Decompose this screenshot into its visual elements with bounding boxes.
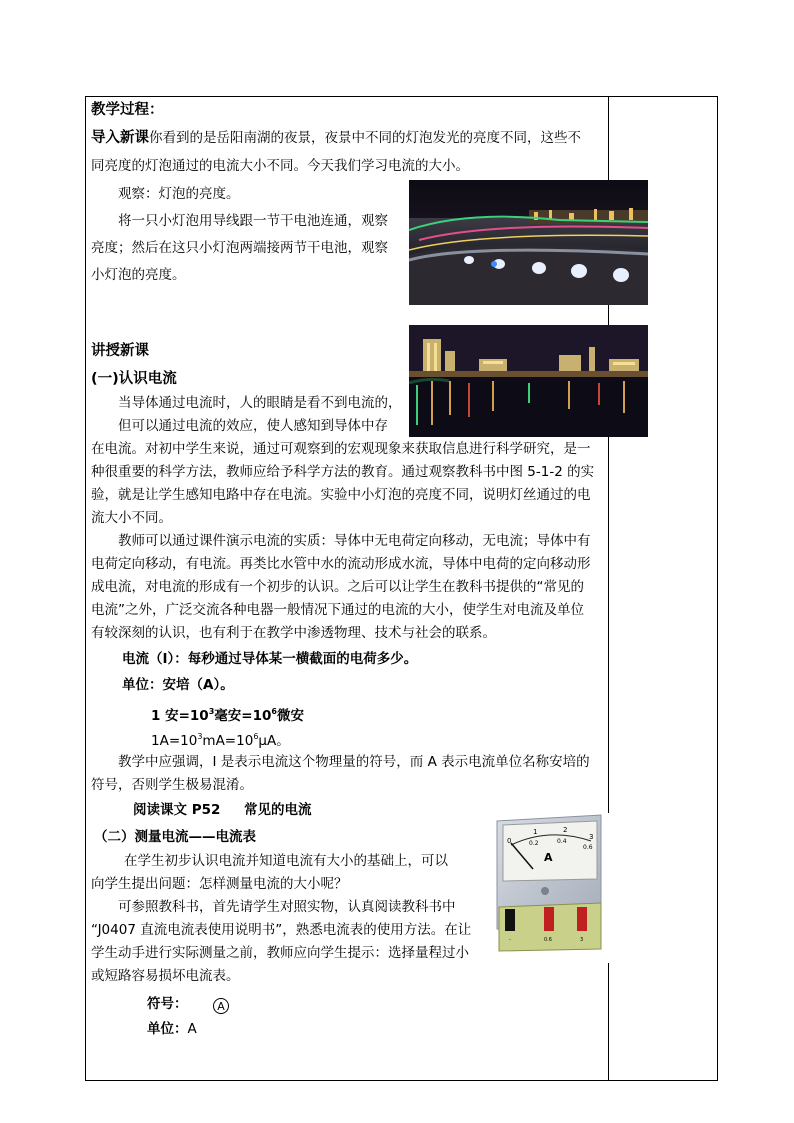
svg-text:1: 1 — [533, 828, 538, 836]
conversion-symbols: $1A=10^3mA=10^6\mu A$。 — [151, 732, 290, 749]
observe-line-1: 将一只小灯泡用导线跟一节干电池连通，观察 — [118, 213, 388, 229]
para1-line-6: 流大小不同。 — [91, 510, 172, 526]
observe-line-3: 小灯泡的亮度。 — [91, 267, 186, 283]
para4-line-2: 向学生提出问题：怎样测量电流的大小呢？ — [91, 876, 348, 892]
conversion-chinese: 1 安$=10^3$毫安$=10^6$微安 — [151, 707, 304, 724]
svg-text:0.2: 0.2 — [529, 840, 539, 847]
para1-line-2: 但可以通过电流的效应，使人感知到导体中存 — [118, 418, 388, 434]
current-definition: 电流（I）：每秒通过导体某一横截面的电荷多少。 — [122, 651, 418, 667]
intro-line-1: 导入新课你看到的是岳阳南湖的夜景，夜景中不同的灯泡发光的亮度不同，这些不 — [91, 130, 581, 146]
para1-line-3: 在电流。对初中学生来说，通过可观察到的宏观现象来获取信息进行科学研究，是一 — [91, 441, 591, 457]
para4-line-5: 学生动手进行实际测量之前，教师应向学生提示：选择量程过小 — [91, 945, 469, 961]
para2-line-1: 教师可以通过课件演示电流的实质：导体中无电荷定向移动，无电流；导体中有 — [118, 533, 591, 549]
para3-line-2: 符号，否则学生极易混淆。 — [91, 777, 253, 793]
para4-line-3: 可参照教科书，首先请学生对照实物，认真阅读教科书中 — [118, 899, 456, 915]
svg-text:0.6: 0.6 — [544, 937, 552, 943]
para2-line-2: 电荷定向移动，有电流。再类比水管中水的流动形成水流，导体中电荷的定向移动形 — [91, 556, 591, 572]
svg-text:0.4: 0.4 — [557, 838, 567, 845]
para1-line-5: 验，就是让学生感知电路中存在电流。实验中小灯泡的亮度不同，说明灯丝通过的电 — [91, 487, 591, 503]
subsection-current: (一)认识电流 — [91, 371, 177, 387]
para1-line-1: 当导体通过电流时，人的眼睛是看不到电流的， — [118, 395, 402, 411]
observe-line-2: 亮度；然后在这只小灯泡两端接两节干电池，观察 — [91, 240, 388, 256]
night-lake-photo-2 — [409, 325, 648, 437]
para1-line-4: 种很重要的科学方法，教师应给予科学方法的教育。通过观察教科书中图 5-1-2 的实 — [91, 464, 595, 480]
observe-title: 观察：灯泡的亮度。 — [118, 186, 240, 202]
svg-text:-: - — [509, 937, 511, 943]
ammeter-symbol-icon: A — [213, 998, 229, 1014]
svg-text:A: A — [544, 851, 553, 864]
intro-line-2: 同亮度的灯泡通过的电流大小不同。今天我们学习电流的大小。 — [91, 158, 469, 174]
unit-label: 单位：A — [147, 1021, 197, 1037]
symbol-label: 符号： — [147, 996, 188, 1012]
intro-label: 导入新课 — [91, 130, 149, 146]
svg-text:0: 0 — [507, 837, 512, 845]
para2-line-3: 成电流，对电流的形成有一个初步的认识。之后可以让学生在教科书提供的“常见的 — [91, 579, 584, 595]
section-heading: 教学过程： — [91, 102, 164, 118]
ammeter-photo — [489, 813, 609, 963]
para3-line-1: 教学中应强调，I 是表示电流这个物理量的符号，而 A 表示电流单位名称安培的 — [118, 754, 590, 770]
svg-text:3: 3 — [589, 833, 594, 841]
section-new-lesson: 讲授新课 — [91, 343, 149, 359]
para4-line-1: 在学生初步认识电流并知道电流有大小的基础上，可以 — [124, 853, 448, 869]
svg-text:0.6: 0.6 — [583, 844, 593, 851]
svg-text:3: 3 — [580, 937, 584, 943]
para4-line-4: “J0407 直流电流表使用说明书”，熟悉电流表的使用方法。在让 — [91, 922, 472, 938]
para2-line-4: 电流”之外，广泛交流各种电器一般情况下通过的电流的大小，使学生对电流及单位 — [91, 602, 584, 618]
night-lake-photo-1 — [409, 180, 648, 305]
unit-ampere: 单位：安培（A）。 — [122, 677, 234, 693]
para4-line-6: 或短路容易损坏电流表。 — [91, 968, 240, 984]
reading-topic: 常见的电流 — [244, 802, 312, 818]
svg-text:2: 2 — [563, 826, 568, 834]
reading-assignment: 阅读课文 P52 — [133, 802, 221, 818]
subsection-ammeter: （二）测量电流——电流表 — [94, 829, 256, 845]
para2-line-5: 有较深刻的认识，也有利于在教学中渗透物理、技术与社会的联系。 — [91, 625, 496, 641]
